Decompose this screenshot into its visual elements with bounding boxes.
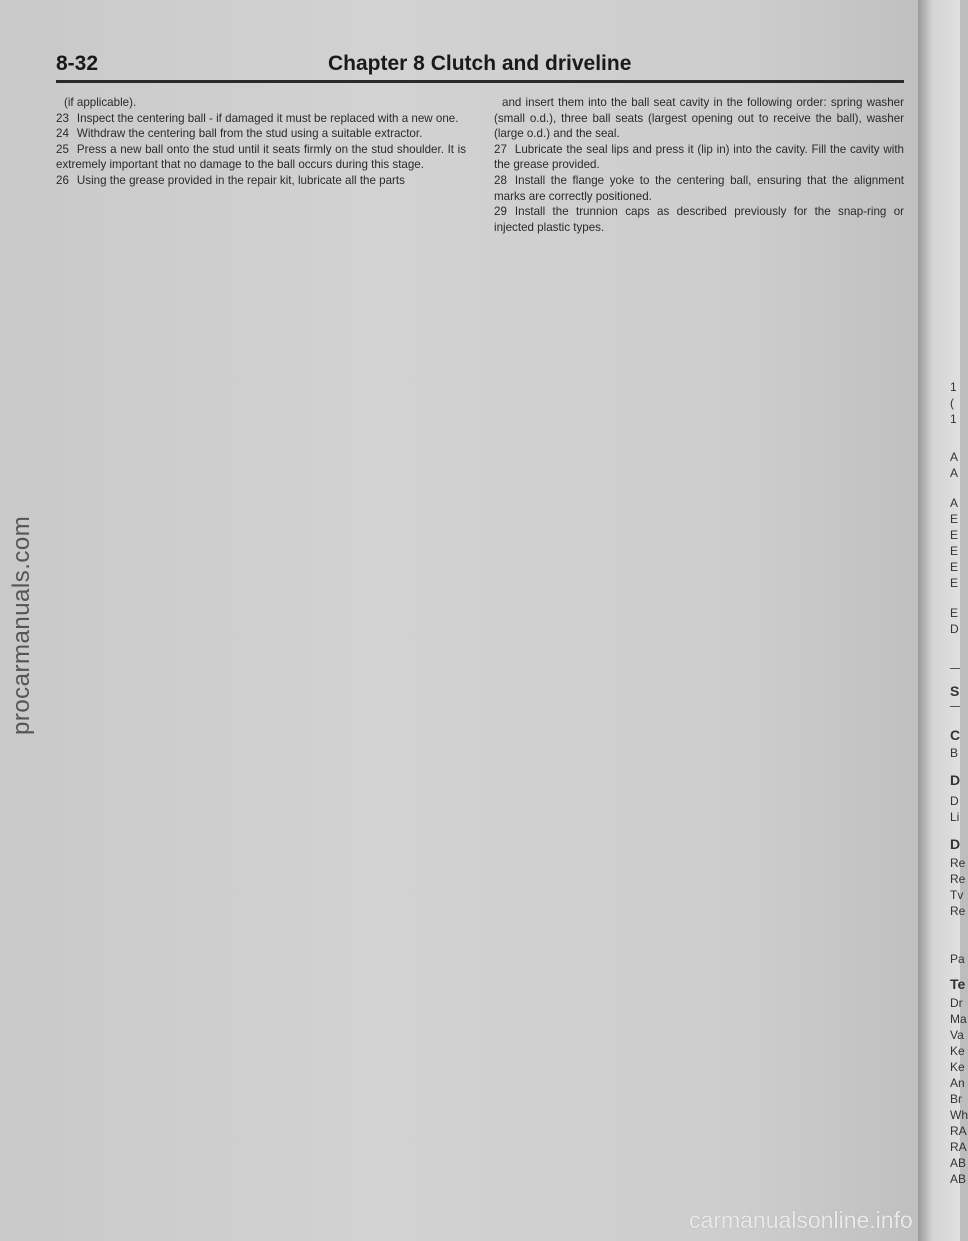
step-number: 23: [56, 111, 69, 125]
edge-text: Dr: [950, 996, 963, 1010]
edge-text: D: [950, 622, 959, 636]
step-text: Press a new ball onto the stud until it seats firmly on the stud shoulder. It is extremely important that no damage to the ball occurs during this stage.: [56, 142, 466, 172]
edge-text: S: [950, 683, 960, 699]
step-number: 26: [56, 173, 69, 187]
edge-text: Re: [950, 904, 966, 918]
next-page-edge: [950, 0, 968, 1241]
edge-text: E: [950, 606, 959, 620]
edge-text: 1: [950, 412, 957, 426]
step-text: Inspect the centering ball - if damaged it must be replaced with a new one.: [76, 111, 459, 125]
paragraph: [56, 111, 466, 127]
paragraph: [494, 142, 904, 173]
edge-text: A: [950, 450, 959, 464]
edge-text: Li: [950, 810, 960, 824]
edge-text: C: [950, 727, 961, 743]
step-text: Withdraw the centering ball from the stud using a suitable extractor.: [76, 127, 423, 141]
edge-text: Re: [950, 872, 966, 886]
step-text: and insert them into the ball seat cavity in the following order: spring washer (small o.d.), three ball seats (largest opening out to receive the ball), washer (large o.d.) and the seal.: [494, 96, 904, 141]
edge-text: A: [950, 496, 959, 510]
edge-text: Va: [950, 1028, 964, 1042]
step-text: Install the flange yoke to the centering ball, ensuring that the alignment marks are correctly positioned.: [494, 173, 904, 203]
edge-text: 1: [950, 380, 957, 394]
edge-rule: [950, 706, 960, 707]
edge-text: Ke: [950, 1044, 965, 1058]
step-text: Install the trunnion caps as described previously for the snap-ring or injected plastic types.: [494, 205, 904, 234]
step-number: 27: [494, 142, 507, 156]
edge-rule: [950, 668, 960, 669]
step-text: Using the grease provided in the repair kit, lubricate all the parts: [76, 173, 405, 187]
edge-text: RA: [950, 1124, 967, 1138]
edge-text: E: [950, 576, 959, 590]
edge-text: A: [950, 466, 959, 480]
edge-text: D: [950, 772, 961, 788]
step-number: 29: [494, 205, 507, 219]
edge-text: Te: [950, 976, 966, 992]
side-watermark: procarmanuals.com: [8, 515, 35, 735]
edge-text: E: [950, 528, 959, 542]
edge-text: E: [950, 560, 959, 574]
edge-text: (: [950, 396, 954, 410]
page-number: 8-32: [56, 52, 99, 75]
paragraph: [56, 142, 466, 173]
step-number: 28: [494, 173, 507, 187]
paragraph: [56, 95, 466, 111]
edge-text: Re: [950, 856, 966, 870]
step-number: 24: [56, 127, 69, 141]
left-column: [56, 95, 466, 189]
header-rule: [56, 80, 904, 83]
edge-text: AB: [950, 1156, 967, 1170]
edge-text: D: [950, 836, 961, 852]
footer-watermark: carmanualsonline.info: [689, 1207, 913, 1233]
edge-text: Wh: [950, 1108, 968, 1122]
paragraph: [56, 173, 466, 189]
step-text: (if applicable).: [64, 96, 137, 109]
right-column: [494, 95, 904, 235]
edge-text: Pa: [950, 952, 965, 966]
edge-text: An: [950, 1076, 965, 1090]
paragraph: [494, 173, 904, 204]
edge-text: Ke: [950, 1060, 965, 1074]
edge-text: B: [950, 746, 959, 760]
edge-text: Tv: [950, 888, 964, 902]
paragraph: [494, 95, 904, 142]
paragraph: [56, 126, 466, 142]
chapter-title: Chapter 8 Clutch and driveline: [328, 52, 632, 75]
edge-text: Br: [950, 1092, 962, 1106]
step-text: Lubricate the seal lips and press it (lip in) into the cavity. Fill the cavity with the grease provided.: [494, 142, 904, 172]
paragraph: [494, 204, 904, 235]
edge-text: D: [950, 794, 959, 808]
edge-text: AB: [950, 1172, 967, 1186]
step-number: 25: [56, 142, 69, 156]
edge-text: Ma: [950, 1012, 967, 1026]
edge-text: E: [950, 512, 959, 526]
page-header: [56, 52, 906, 82]
edge-text: RA: [950, 1140, 967, 1154]
edge-text: E: [950, 544, 959, 558]
